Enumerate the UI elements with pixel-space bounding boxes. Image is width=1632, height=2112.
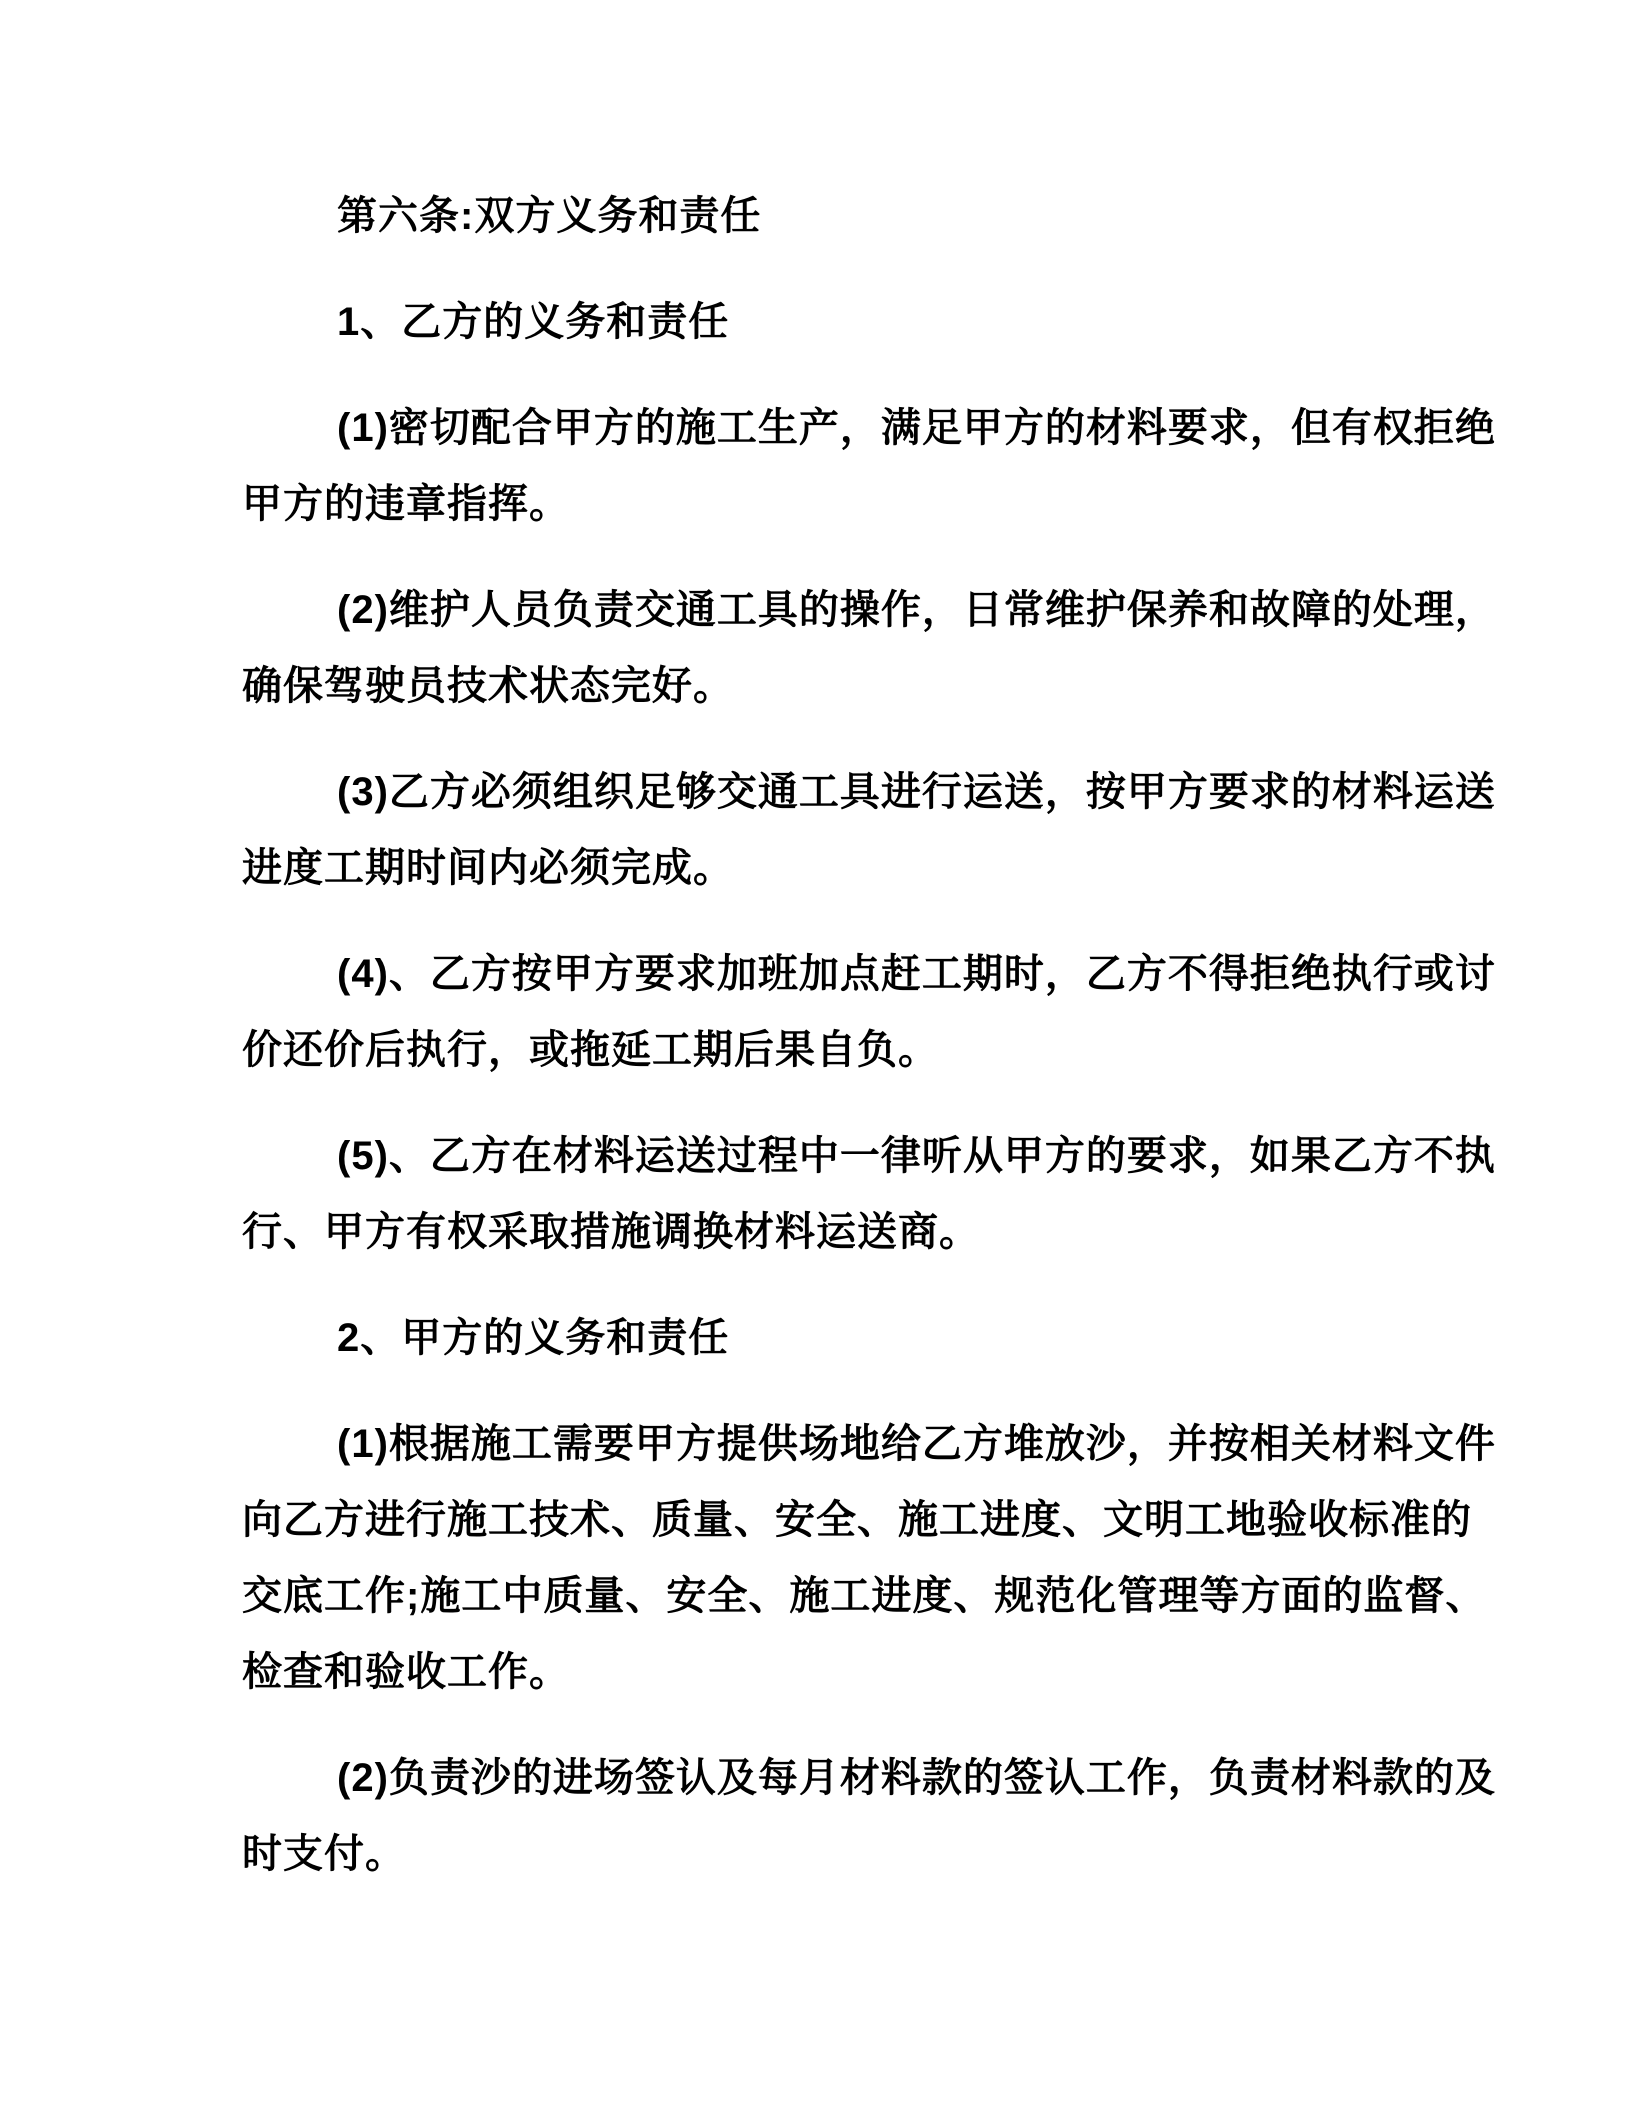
article-6-heading-line: 第六条:双方义务和责任 — [337, 194, 762, 238]
party-a-item-2-line: 时支付。 — [242, 1832, 406, 1876]
party-b-item-5-line: 行、甲方有权采取措施调换材料运送商。 — [242, 1210, 980, 1254]
party-b-item-5 — [242, 1118, 1496, 1270]
article-6-heading — [242, 178, 1462, 254]
party-a-item-1-line: 交底工作;施工中质量、安全、施工进度、规范化管理等方面的监督、 — [242, 1574, 1487, 1618]
party-a-item-1-line: 向乙方进行施工技术、质量、安全、施工进度、文明工地验收标准的 — [242, 1498, 1472, 1542]
party-b-item-3-line: 进度工期时间内必须完成。 — [242, 846, 734, 890]
party-b-item-3-line: (3)乙方必须组织足够交通工具进行运送，按甲方要求的材料运送 — [337, 770, 1496, 814]
party-b-item-3 — [242, 754, 1496, 906]
party-a-section-heading — [242, 1300, 1462, 1376]
contract-article-6-body — [242, 178, 1496, 1892]
party-a-item-1-line: (1)根据施工需要甲方提供场地给乙方堆放沙，并按相关材料文件 — [337, 1422, 1496, 1466]
party-b-item-2-line: (2)维护人员负责交通工具的操作，日常维护保养和故障的处理， — [337, 588, 1496, 632]
party-b-item-4-line: 价还价后执行，或拖延工期后果自负。 — [242, 1028, 939, 1072]
party-b-item-4-line: (4)、乙方按甲方要求加班加点赶工期时，乙方不得拒绝执行或讨 — [337, 952, 1496, 996]
party-b-section-heading-line: 1、乙方的义务和责任 — [337, 300, 730, 344]
party-b-section-heading — [242, 284, 1462, 360]
party-b-item-2-line: 确保驾驶员技术状态完好。 — [242, 664, 734, 708]
party-a-item-2 — [242, 1740, 1496, 1892]
party-b-item-1-line: 甲方的违章指挥。 — [242, 482, 570, 526]
party-b-item-2 — [242, 572, 1496, 724]
party-a-item-1 — [242, 1406, 1496, 1710]
party-b-item-5-line: (5)、乙方在材料运送过程中一律听从甲方的要求，如果乙方不执 — [337, 1134, 1496, 1178]
party-a-item-1-line: 检查和验收工作。 — [242, 1650, 570, 1694]
party-b-item-1 — [242, 390, 1496, 542]
party-b-item-1-line: (1)密切配合甲方的施工生产，满足甲方的材料要求，但有权拒绝 — [337, 406, 1496, 450]
party-a-section-heading-line: 2、甲方的义务和责任 — [337, 1316, 730, 1360]
party-a-item-2-line: (2)负责沙的进场签认及每月材料款的签认工作，负责材料款的及 — [337, 1756, 1496, 1800]
party-b-item-4 — [242, 936, 1496, 1088]
